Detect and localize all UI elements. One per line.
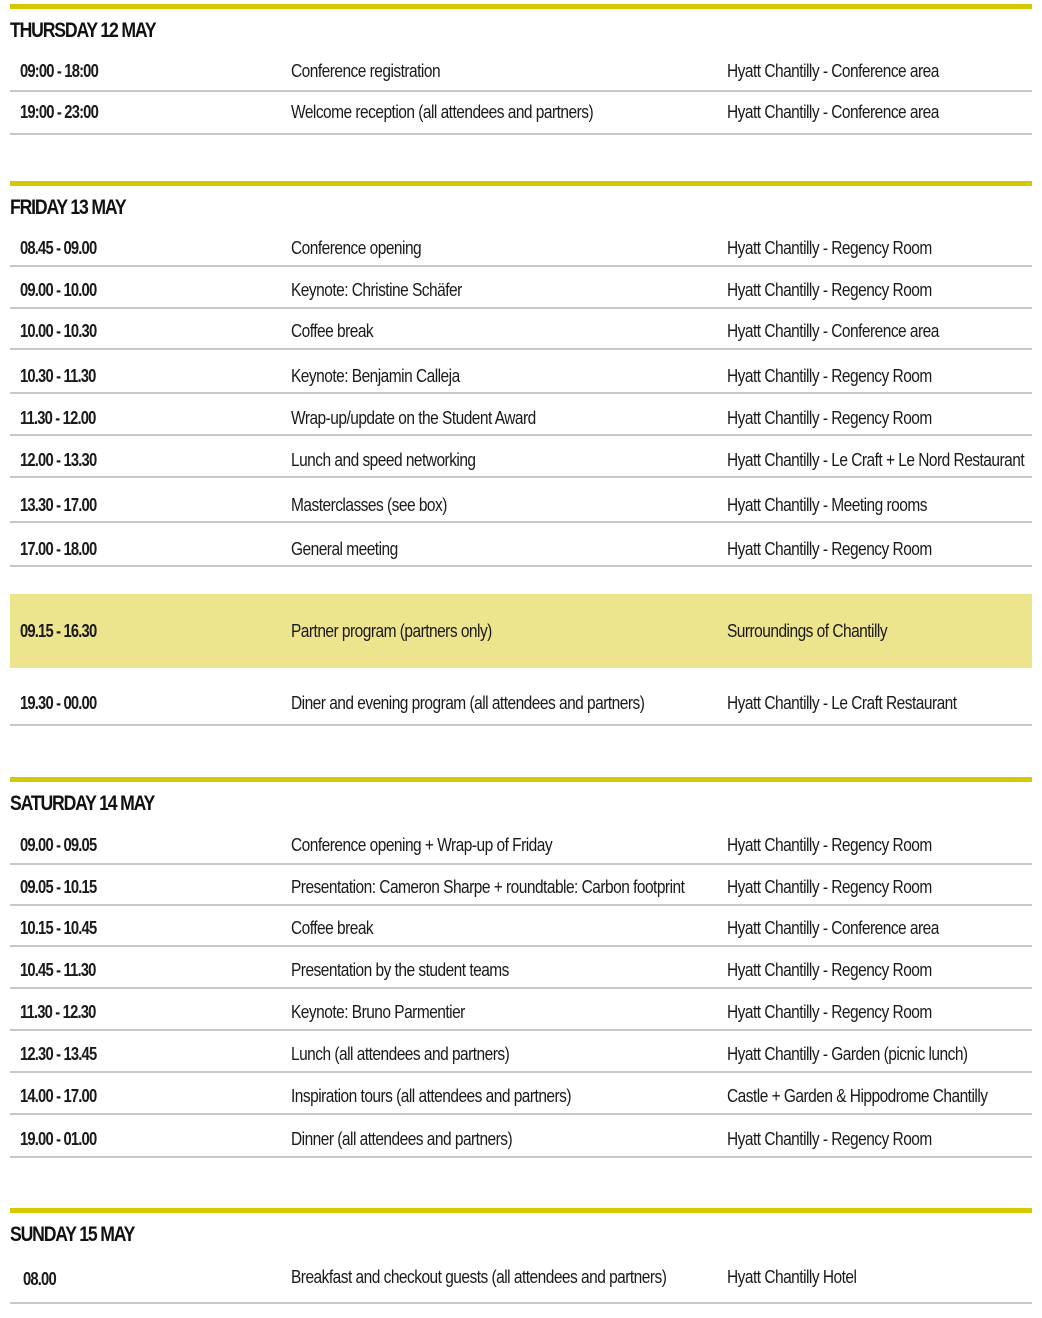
- event-cell: Presentation: Cameron Sharpe + roundtable: Carbon footprint: [291, 877, 685, 897]
- venue-cell: Hyatt Chantilly - Regency Room: [727, 877, 932, 897]
- schedule-row: [10, 309, 1032, 350]
- event-cell: Partner program (partners only): [291, 621, 492, 641]
- day-divider: [10, 181, 1032, 186]
- event-cell: Keynote: Christine Schäfer: [291, 280, 462, 300]
- venue-cell: Hyatt Chantilly - Regency Room: [727, 238, 932, 258]
- day-friday: [10, 181, 1032, 713]
- event-cell: Dinner (all attendees and partners): [291, 1129, 513, 1149]
- day-title: THURSDAY 12 MAY: [10, 19, 156, 42]
- time-cell: 19.00 - 01.00: [20, 1129, 97, 1149]
- venue-cell: Hyatt Chantilly - Regency Room: [727, 1129, 932, 1149]
- day-divider: [10, 4, 1032, 9]
- event-cell: Keynote: Bruno Parmentier: [291, 1002, 465, 1022]
- event-cell: Lunch and speed networking: [291, 450, 476, 470]
- venue-cell: Hyatt Chantilly - Conference area: [727, 321, 939, 341]
- day-divider: [10, 777, 1032, 782]
- venue-cell: Hyatt Chantilly - Regency Room: [727, 366, 932, 386]
- time-cell: 10.00 - 10.30: [20, 321, 97, 341]
- time-cell: 19.30 - 00.00: [20, 693, 97, 713]
- time-cell: 09:00 - 18:00: [20, 61, 98, 81]
- schedule-row: [10, 1031, 1032, 1073]
- venue-cell: Hyatt Chantilly - Regency Room: [727, 1002, 932, 1022]
- day-sunday: [10, 1208, 1032, 1289]
- event-cell: Conference registration: [291, 61, 441, 81]
- time-cell: 14.00 - 17.00: [20, 1086, 97, 1106]
- time-cell: 17.00 - 18.00: [20, 539, 97, 559]
- schedule-row: [10, 947, 1032, 989]
- day-title: SUNDAY 15 MAY: [10, 1223, 135, 1246]
- schedule-row: [10, 350, 1032, 394]
- schedule-row: [10, 1260, 1032, 1304]
- event-cell: Coffee break: [291, 321, 374, 341]
- time-cell: 12.30 - 13.45: [20, 1044, 97, 1064]
- event-cell: General meeting: [291, 539, 398, 559]
- event-cell: Masterclasses (see box): [291, 495, 447, 515]
- schedule-row: [10, 906, 1032, 947]
- schedule-row: [10, 989, 1032, 1031]
- venue-cell: Hyatt Chantilly - Regency Room: [727, 960, 932, 980]
- schedule-row: [10, 267, 1032, 309]
- venue-cell: Hyatt Chantilly - Regency Room: [727, 835, 932, 855]
- time-cell: 12.00 - 13.30: [20, 450, 97, 470]
- schedule-row: [10, 57, 1032, 92]
- schedule-row: [10, 92, 1032, 135]
- time-cell: 09.00 - 09.05: [20, 835, 97, 855]
- event-cell: Diner and evening program (all attendees and partners): [291, 693, 645, 713]
- event-cell: Breakfast and checkout guests (all attendees and partners): [291, 1267, 667, 1287]
- venue-cell: Hyatt Chantilly Hotel: [727, 1267, 857, 1287]
- venue-cell: Hyatt Chantilly - Le Craft Restaurant: [727, 693, 957, 713]
- venue-cell: Hyatt Chantilly - Conference area: [727, 61, 939, 81]
- time-cell: 11.30 - 12.30: [20, 1002, 96, 1022]
- venue-cell: Hyatt Chantilly - Le Craft + Le Nord Restaurant: [727, 450, 1025, 470]
- time-cell: 10.45 - 11.30: [20, 960, 96, 980]
- event-cell: Coffee break: [291, 918, 374, 938]
- venue-cell: Hyatt Chantilly - Conference area: [727, 102, 939, 122]
- schedule-row: [10, 233, 1032, 267]
- day-title: SATURDAY 14 MAY: [10, 792, 155, 815]
- time-cell: 13.30 - 17.00: [20, 495, 97, 515]
- event-cell: Wrap-up/update on the Student Award: [291, 408, 536, 428]
- schedule-row: [10, 523, 1032, 567]
- venue-cell: Hyatt Chantilly - Garden (picnic lunch): [727, 1044, 968, 1064]
- venue-cell: Hyatt Chantilly - Regency Room: [727, 539, 932, 559]
- time-cell: 08.45 - 09.00: [20, 238, 97, 258]
- time-cell: 10.30 - 11.30: [20, 366, 96, 386]
- day-title: FRIDAY 13 MAY: [10, 196, 126, 219]
- schedule-row-highlighted: [10, 594, 1032, 668]
- time-cell: 19:00 - 23:00: [20, 102, 98, 122]
- event-cell: Conference opening + Wrap-up of Friday: [291, 835, 553, 855]
- time-cell: 11.30 - 12.00: [20, 408, 96, 428]
- time-cell: 09.00 - 10.00: [20, 280, 97, 300]
- schedule-row: [10, 1115, 1032, 1158]
- schedule-row: [10, 668, 1032, 726]
- day-divider: [10, 1208, 1032, 1213]
- event-cell: Welcome reception (all attendees and partners): [291, 102, 594, 122]
- time-cell: 08.00: [23, 1269, 56, 1289]
- venue-cell: Hyatt Chantilly - Meeting rooms: [727, 495, 927, 515]
- event-cell: Keynote: Benjamin Calleja: [291, 366, 460, 386]
- schedule-row: [10, 436, 1032, 478]
- venue-cell: Castle + Garden & Hippodrome Chantilly: [727, 1086, 988, 1106]
- time-cell: 09.15 - 16.30: [20, 621, 97, 641]
- time-cell: 10.15 - 10.45: [20, 918, 97, 938]
- day-saturday: [10, 777, 1032, 1149]
- venue-cell: Hyatt Chantilly - Regency Room: [727, 280, 932, 300]
- day-thursday: [10, 4, 1032, 122]
- event-cell: Inspiration tours (all attendees and partners): [291, 1086, 572, 1106]
- event-cell: Conference opening: [291, 238, 422, 258]
- schedule-row: [10, 1073, 1032, 1115]
- schedule-row: [10, 865, 1032, 906]
- venue-cell: Surroundings of Chantilly: [727, 621, 888, 641]
- schedule-row: [10, 394, 1032, 436]
- schedule-row: [10, 478, 1032, 523]
- venue-cell: Hyatt Chantilly - Regency Room: [727, 408, 932, 428]
- schedule-row: [10, 829, 1032, 865]
- event-cell: Lunch (all attendees and partners): [291, 1044, 510, 1064]
- venue-cell: Hyatt Chantilly - Conference area: [727, 918, 939, 938]
- time-cell: 09.05 - 10.15: [20, 877, 97, 897]
- event-cell: Presentation by the student teams: [291, 960, 509, 980]
